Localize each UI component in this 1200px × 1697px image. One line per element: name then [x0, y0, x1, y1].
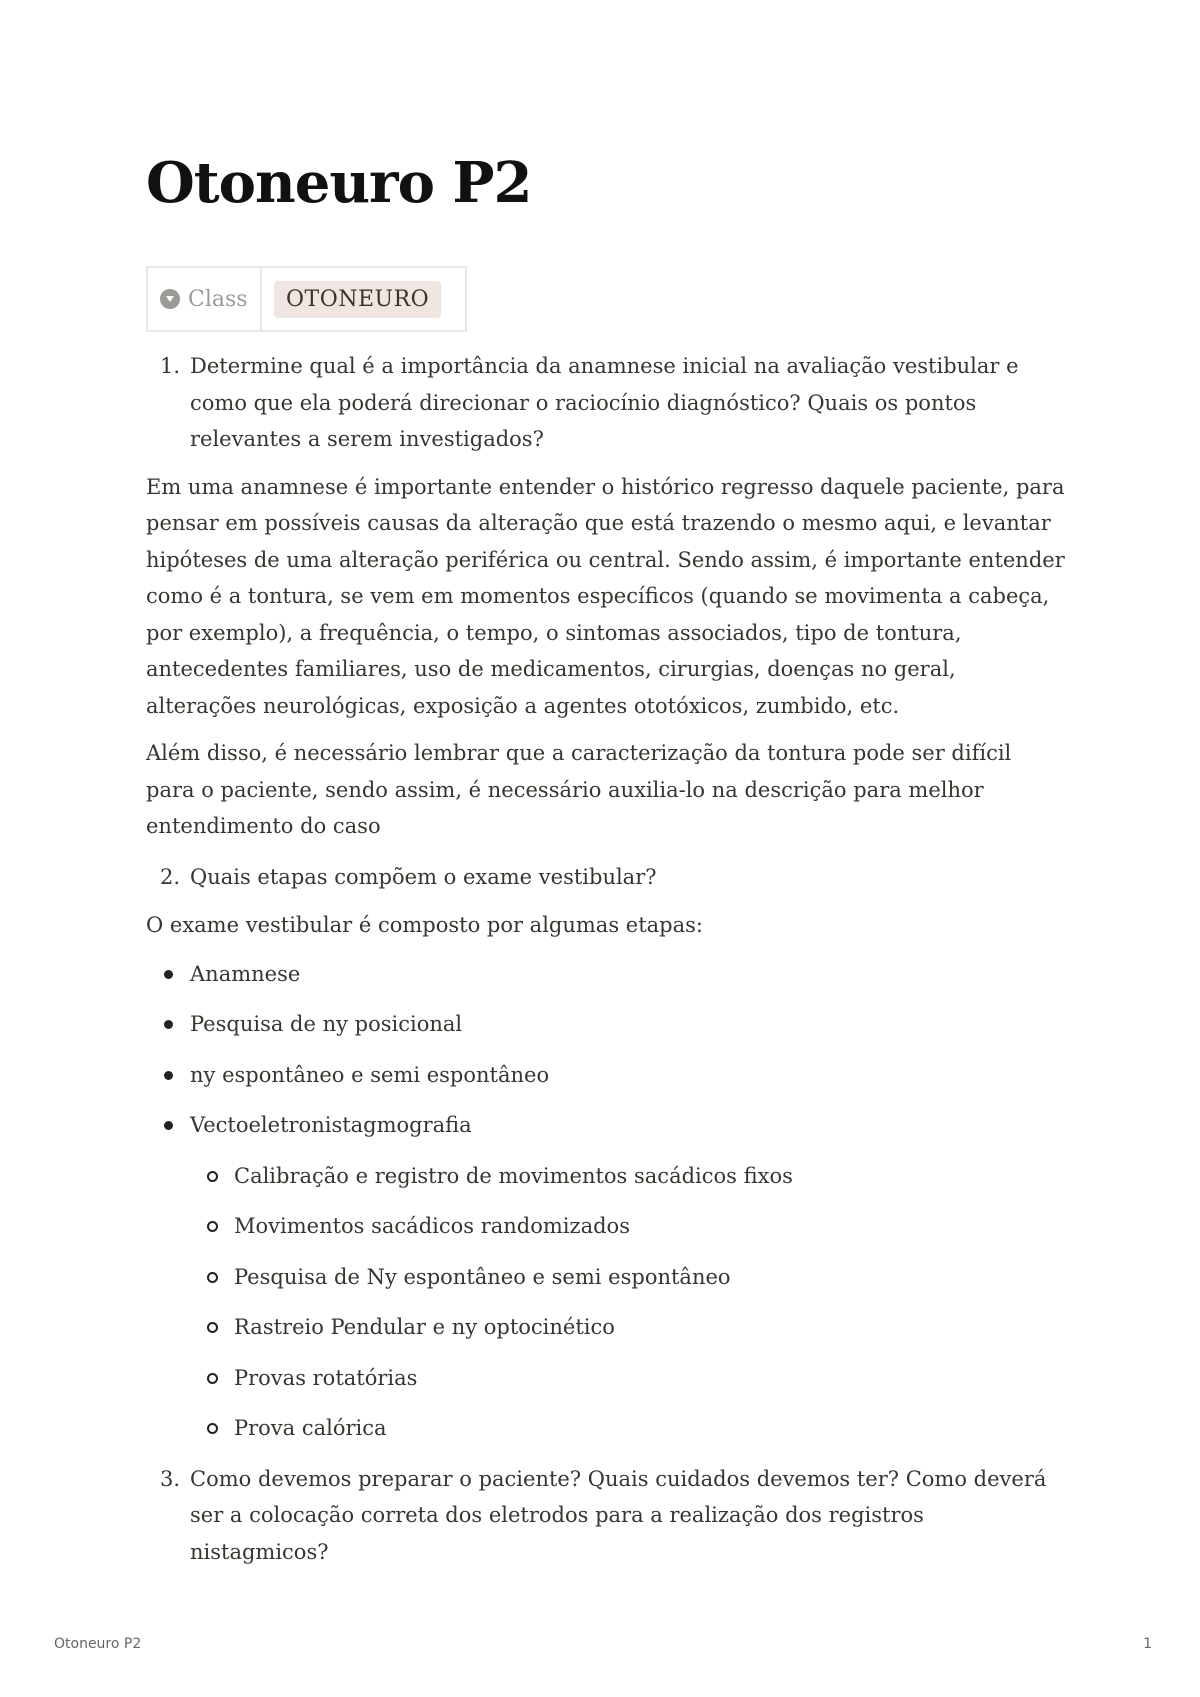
property-table — [146, 266, 467, 332]
hollow-bullet-icon — [190, 1410, 234, 1434]
bullet-icon — [146, 1107, 190, 1130]
bullet-icon — [146, 956, 190, 979]
list-number: 1. — [159, 354, 180, 378]
list-item-text: Vectoeletronistagmografia — [190, 1113, 472, 1137]
hollow-bullet-icon — [190, 1208, 234, 1232]
question-text: Quais etapas compõem o exame vestibular? — [190, 864, 657, 889]
list-number: 3. — [159, 1466, 180, 1491]
class-tag[interactable]: OTONEURO — [274, 281, 441, 318]
hollow-bullet-icon — [190, 1360, 234, 1384]
question-1 — [146, 348, 1066, 458]
list-item-text: Prova calórica — [234, 1416, 387, 1440]
property-value-class[interactable] — [262, 268, 465, 330]
property-name-class — [148, 268, 262, 330]
question-2 — [146, 859, 1066, 896]
hollow-bullet-icon — [190, 1259, 234, 1283]
list-item — [146, 956, 1066, 993]
question-3 — [146, 1461, 1066, 1571]
hollow-bullet-icon — [190, 1309, 234, 1333]
list-item-text: Pesquisa de Ny espontâneo e semi espontâneo — [234, 1264, 731, 1289]
question-text: Determine qual é a importância da anamnese inicial na avaliação vestibular e como que ela poderá direcionar o raciocínio diagnóstico? Quais os pontos relevantes a serem investigados? — [190, 354, 1019, 451]
question-text: Como devemos preparar o paciente? Quais cuidados devemos ter? Como deverá ser a colocação correta dos eletrodos para a realização dos registros nistagmicos? — [190, 1466, 1047, 1564]
hollow-bullet-icon — [190, 1158, 234, 1182]
list-item — [146, 1107, 1066, 1144]
list-item — [146, 1057, 1066, 1094]
answer-paragraph: Em uma anamnese é importante entender o histórico regresso daquele paciente, para pensar em possíveis causas da alteração que está trazendo o mesmo aqui, e levantar hipóteses de uma alteração periférica ou central. Sendo assim, é importante entender como é a tontura, se vem em momentos específicos (quando se movimenta a cabeça, por exemplo), a frequência, o tempo, o sintomas associados, tipo de tontura, antecedentes familiares, uso de medicamentos, cirurgias, doenças no geral, alterações neurológicas, exposição a agentes ototóxicos, zumbido, etc. — [146, 474, 1065, 718]
list-item-text: ny espontâneo e semi espontâneo — [190, 1062, 550, 1087]
list-number: 2. — [159, 864, 180, 889]
sub-list-item — [190, 1360, 1066, 1397]
answer-paragraph: O exame vestibular é composto por algumas etapas: — [146, 913, 703, 937]
list-item-text: Rastreio Pendular e ny optocinético — [234, 1315, 615, 1339]
sub-list-item — [190, 1410, 1066, 1447]
bullet-icon — [146, 1057, 190, 1080]
sub-list-item — [190, 1259, 1066, 1296]
footer-doc-name: Otoneuro P2 — [54, 1636, 142, 1652]
page-content — [146, 348, 1066, 1581]
footer-page-number: 1 — [1143, 1636, 1152, 1652]
sub-list-item — [190, 1208, 1066, 1245]
list-item-text: Anamnese — [190, 961, 301, 986]
answer-paragraph: Além disso, é necessário lembrar que a caracterização da tontura pode ser difícil para o paciente, sendo assim, é necessário auxilia-lo na descrição para melhor entendimento do caso — [146, 741, 1012, 838]
page-title: Otoneuro P2 — [146, 150, 532, 216]
tag-circle-icon — [160, 289, 180, 309]
list-item-text: Movimentos sacádicos randomizados — [234, 1214, 630, 1238]
property-label: Class — [188, 286, 248, 312]
list-item-text: Provas rotatórias — [234, 1365, 418, 1390]
sub-list-item — [190, 1158, 1066, 1195]
list-item-text: Pesquisa de ny posicional — [190, 1012, 463, 1036]
bullet-icon — [146, 1006, 190, 1029]
sub-list-item — [190, 1309, 1066, 1346]
list-item-text: Calibração e registro de movimentos sacádicos fixos — [234, 1163, 793, 1188]
list-item — [146, 1006, 1066, 1043]
